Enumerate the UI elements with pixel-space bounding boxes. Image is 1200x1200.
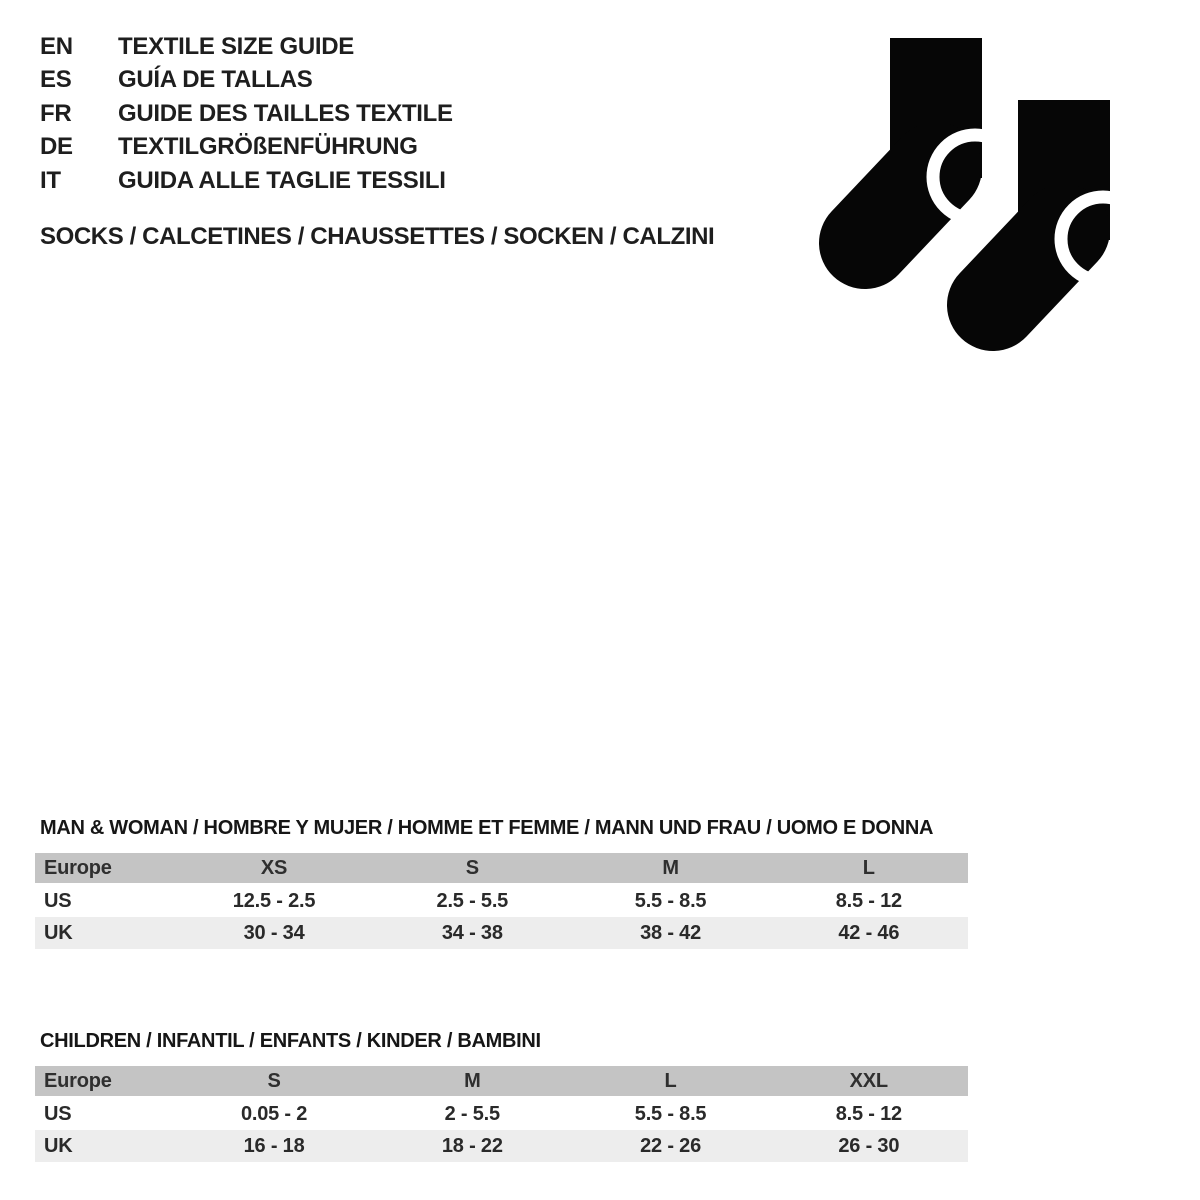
size-cell: 22 - 26 <box>640 1134 701 1157</box>
language-code: IT <box>40 166 61 194</box>
table-title-adults: MAN & WOMAN / HOMBRE Y MUJER / HOMME ET FEMME / MANN UND FRAU / UOMO E DONNA <box>40 817 934 839</box>
sock-left <box>865 38 1017 243</box>
column-header-size: M <box>464 1069 481 1092</box>
language-label: GUÍA DE TALLAS <box>118 66 313 94</box>
column-header-size: S <box>465 856 479 879</box>
row-label: UK <box>44 921 73 944</box>
size-table-children <box>35 1031 968 1162</box>
table-header-row <box>35 1066 968 1098</box>
column-header-size: S <box>267 1069 281 1092</box>
table-row-uk <box>35 917 968 949</box>
column-header-region: Europe <box>44 856 112 879</box>
language-code: FR <box>40 99 72 127</box>
size-table <box>35 1066 968 1162</box>
size-cell: 8.5 - 12 <box>835 1102 902 1125</box>
table-header-row <box>35 853 968 885</box>
column-header-region: Europe <box>44 1069 112 1092</box>
table-row-uk <box>35 1130 968 1162</box>
language-title-block <box>40 30 453 198</box>
column-header-size: L <box>862 856 875 879</box>
language-label: GUIDA ALLE TAGLIE TESSILI <box>118 166 446 194</box>
language-label: TEXTILE SIZE GUIDE <box>118 32 354 60</box>
language-code: EN <box>40 32 73 60</box>
category-title: SOCKS / CALCETINES / CHAUSSETTES / SOCKEN / CALZINI <box>40 223 715 250</box>
size-cell: 30 - 34 <box>243 921 305 944</box>
size-cell: 2.5 - 5.5 <box>436 889 509 912</box>
size-cell: 2 - 5.5 <box>444 1102 500 1125</box>
size-cell: 5.5 - 8.5 <box>634 1102 707 1125</box>
socks-icon <box>805 25 1125 360</box>
size-cell: 5.5 - 8.5 <box>634 889 707 912</box>
size-cell: 0.05 - 2 <box>240 1102 308 1125</box>
language-label: GUIDE DES TAILLES TEXTILE <box>118 99 453 127</box>
size-table-adults <box>35 818 968 949</box>
language-label: TEXTILGRÖßENFÜHRUNG <box>118 133 418 161</box>
column-header-size: XXL <box>849 1069 888 1092</box>
row-label: UK <box>44 1134 73 1157</box>
table-row-us <box>35 1098 968 1130</box>
row-label: US <box>44 889 72 912</box>
size-cell: 26 - 30 <box>838 1134 900 1157</box>
table-title-children: CHILDREN / INFANTIL / ENFANTS / KINDER / BAMBINI <box>40 1030 541 1052</box>
language-code: DE <box>40 133 73 161</box>
size-cell: 16 - 18 <box>243 1134 305 1157</box>
size-cell: 38 - 42 <box>640 921 701 944</box>
table-row-us <box>35 885 968 917</box>
column-header-size: M <box>662 856 679 879</box>
size-cell: 34 - 38 <box>441 921 503 944</box>
column-header-size: XS <box>260 856 288 879</box>
row-label: US <box>44 1102 72 1125</box>
size-cell: 12.5 - 2.5 <box>232 889 316 912</box>
size-cell: 8.5 - 12 <box>835 889 902 912</box>
size-cell: 42 - 46 <box>838 921 900 944</box>
language-code: ES <box>40 66 72 94</box>
size-table <box>35 853 968 949</box>
column-header-size: L <box>664 1069 677 1092</box>
size-cell: 18 - 22 <box>441 1134 503 1157</box>
